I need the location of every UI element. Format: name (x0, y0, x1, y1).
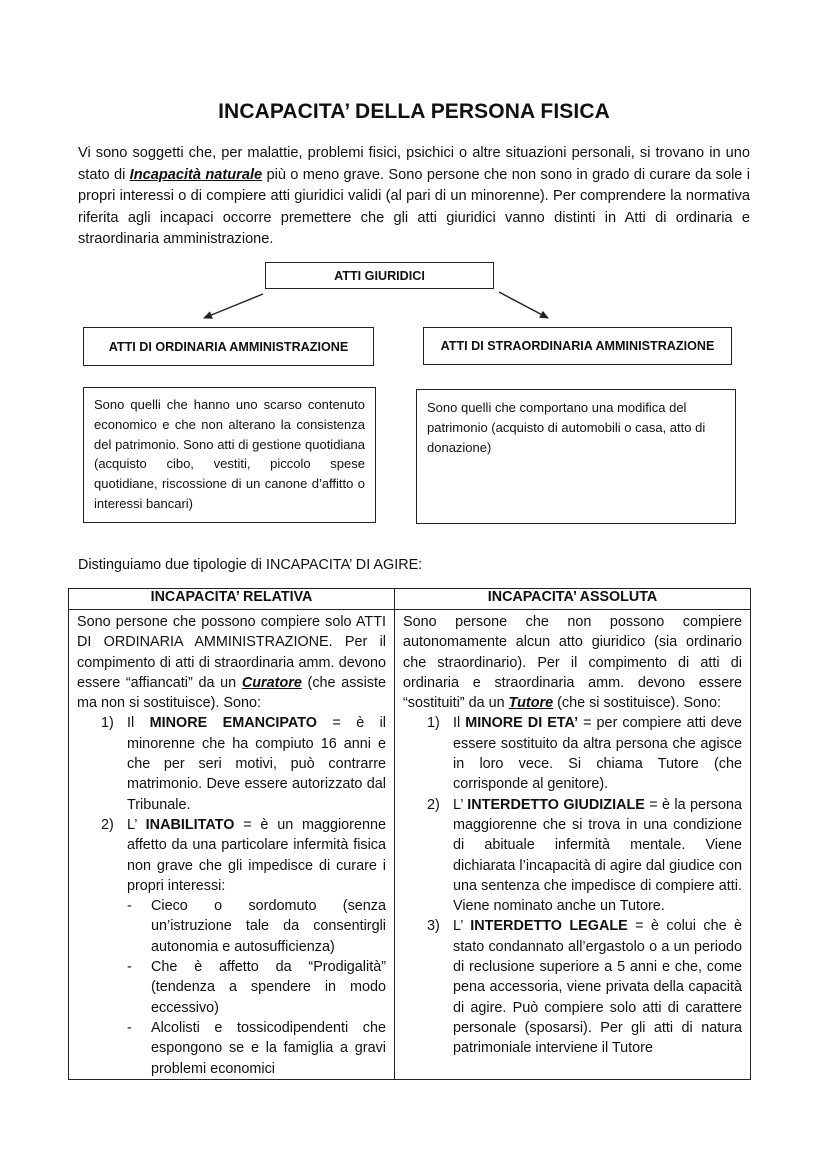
intro-text-2: più o meno grave. Sono persone che non sono in grado di curare da sole i propri interessi o di compiere atti giuridici validi (al pari di un minorenne). Per comprendere la normativa riferita agli incapaci occorre premettere che gli atti giuridici vanno distinti in Atti di ordinaria e straordinaria amministrazione. (78, 166, 750, 248)
item-text: = è un maggiorenne affetto da una particolare infermità fisica non grave che gli impedisce di curare i propri interessi: (127, 816, 386, 894)
straordinaria-description-box (416, 389, 736, 524)
header-assoluta: INCAPACITA’ ASSOLUTA (395, 589, 751, 610)
assoluta-intro (403, 612, 742, 713)
item-number: 1) (427, 715, 440, 732)
list-item (77, 815, 386, 1079)
arrow-left (204, 294, 263, 318)
header-relativa: INCAPACITA’ RELATIVA (69, 589, 395, 610)
item-prefix: Il (127, 715, 150, 732)
list-item (77, 713, 386, 814)
relativa-intro-text: Sono persone che possono compiere solo ATTI DI ORDINARIA AMMINISTRAZIONE. Per il compimento di atti di straordinaria amm. devono essere “affiancati” da un (77, 614, 386, 691)
relativa-list (77, 713, 386, 1078)
dash-bullet: - (127, 898, 132, 915)
item-text: = è colui che è stato condannato all’ergastolo o a un periodo di reclusione superiore a 5 anni e che, come pena accessoria, viene privata della capacità di agire. Può compiere solo atti di carattere personale (sposarsi). Per gli atti di natura patrimoniale interviene il Tutore (453, 918, 742, 1057)
item-term: INABILITATO (145, 816, 235, 833)
sub-list-item (127, 1018, 386, 1079)
item-text: = per compiere atti deve essere sostituito da altra persona che agisce in loro vece. Si chiama Tutore (che corrisponde al genitore). (453, 715, 742, 793)
item-term: INTERDETTO LEGALE (470, 918, 628, 935)
dash-bullet: - (127, 959, 132, 976)
relativa-intro-end: (che assiste ma non si sostituisce). Sono: (77, 674, 387, 712)
incapacity-table (68, 588, 751, 1080)
assoluta-intro-text: Sono persone che non possono compiere autonomamente alcun atto giuridico (sia ordinario che straordinario). Per il compimento di atti di ordinaria e straordinaria amm. devono essere “sostituiti” da un (403, 614, 742, 712)
tutore-term: Tutore (508, 695, 554, 712)
inabilitato-sublist (127, 896, 386, 1079)
arrow-right (499, 292, 548, 318)
straordinaria-header-label: ATTI DI STRAORDINARIA AMMINISTRAZIONE (440, 339, 715, 353)
straordinaria-description: Sono quelli che comportano una modifica del patrimonio (acquisto di automobili o casa, atto di donazione) (427, 400, 706, 455)
sub-item-text: Alcolisti e tossicodipendenti che espongono se e la famiglia a gravi problemi economici (151, 1019, 386, 1077)
sub-list-item (127, 896, 386, 957)
table-row (69, 610, 751, 1080)
page-title: INCAPACITA’ DELLA PERSONA FISICA (218, 100, 610, 123)
item-term: INTERDETTO GIUDIZIALE (467, 796, 645, 813)
list-item (403, 795, 742, 917)
item-prefix: L’ (127, 816, 146, 833)
assoluta-list (403, 713, 742, 1058)
assoluta-intro-end: (che si sostituisce). Sono: (553, 695, 722, 712)
ordinaria-description: Sono quelli che hanno uno scarso contenuto economico e che non alterano la consistenza del patrimonio. Sono atti di gestione quotidiana (acquisto cibo, vestiti, piccolo spese quotidiane, riscossione di un canone d’affitto o interessi bancari) (94, 397, 365, 511)
intro-emphasis: Incapacità naturale (129, 166, 263, 183)
item-number: 1) (101, 715, 114, 732)
item-prefix: L’ (453, 918, 471, 935)
item-prefix: Il (453, 715, 466, 732)
item-number: 3) (427, 918, 440, 935)
cell-assoluta (395, 610, 751, 1080)
item-text: = è la persona maggiorenne che si trova in una condizione di abituale infermità mentale. Viene dichiarata l’incapacità di agire dal giudice con una sentenza che impedisce di compiere atti. Viene nominato anche un Tutore. (453, 796, 743, 915)
diagram-root-label: ATTI GIURIDICI (334, 268, 425, 283)
item-prefix: L’ (453, 796, 468, 813)
curatore-term: Curatore (241, 674, 302, 691)
table-header-row (69, 589, 751, 610)
item-number: 2) (427, 796, 440, 813)
list-item (403, 713, 742, 794)
sub-item-text: Che è affetto da “Prodigalità” (tendenza a spendere in modo eccessivo) (151, 959, 386, 1016)
item-term: MINORE DI ETA’ (465, 715, 579, 732)
sub-item-text: Cieco o sordomuto (senza un’istruzione tale da consentirgli autonomia e autosufficienza) (151, 898, 386, 955)
item-number: 2) (101, 816, 114, 833)
item-text: = è il minorenne che ha compiuto 16 anni e che per seri motivi, può contrarre matrimonio. Deve essere autorizzato dal Tribunale. (127, 715, 387, 813)
ordinaria-header-label: ATTI DI ORDINARIA AMMINISTRAZIONE (108, 339, 349, 354)
item-term: MINORE EMANCIPATO (149, 715, 317, 732)
dash-bullet: - (127, 1019, 132, 1036)
straordinaria-header-box (423, 327, 732, 365)
cell-relativa (69, 610, 395, 1080)
relativa-intro (77, 612, 386, 713)
ordinaria-description-box (83, 387, 376, 523)
list-item (403, 916, 742, 1058)
section-lead: Distinguiamo due tipologie di INCAPACITA’ DI AGIRE: (78, 557, 423, 573)
sub-list-item (127, 957, 386, 1018)
intro-text-1: Vi sono soggetti che, per malattie, problemi fisici, psichici o altre situazioni personali, si trovano in uno stato di (78, 145, 750, 183)
ordinaria-header-box (83, 327, 374, 366)
